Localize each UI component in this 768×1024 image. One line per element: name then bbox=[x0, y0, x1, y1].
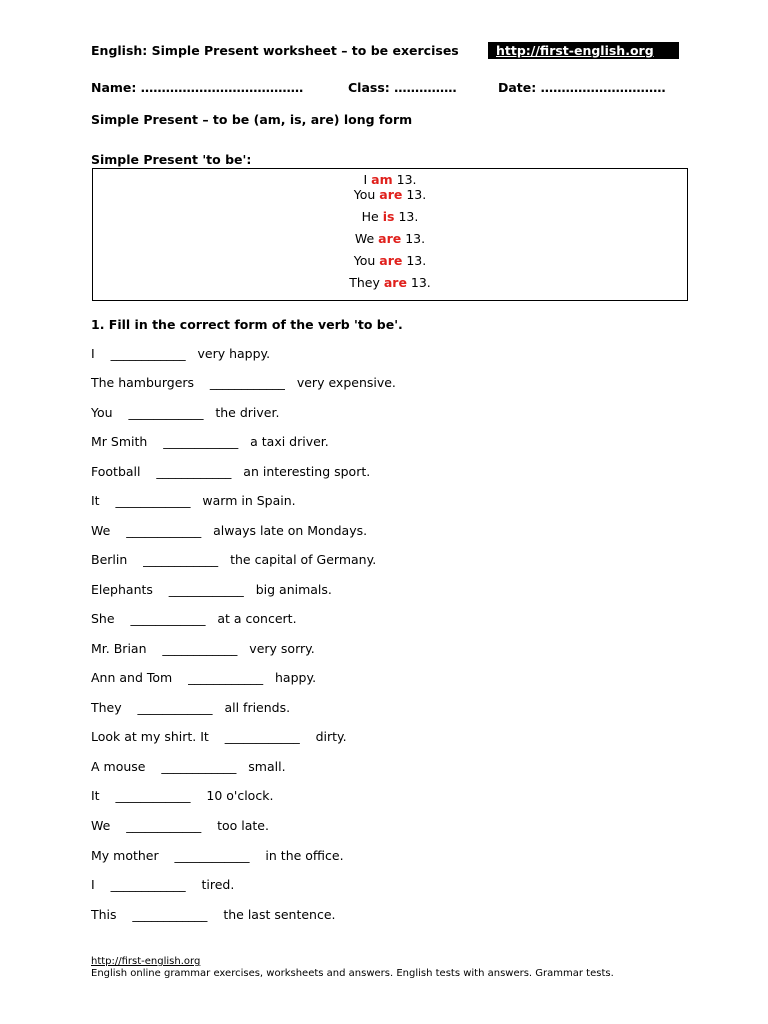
verb-form: are bbox=[379, 187, 403, 202]
exercise-sentence: I ____________ very happy. bbox=[91, 346, 271, 361]
exercise-sentence: Mr Smith ____________ a taxi driver. bbox=[91, 434, 329, 449]
exercise-sentence: A mouse ____________ small. bbox=[91, 759, 286, 774]
header-site-link[interactable]: http://first-english.org bbox=[488, 42, 679, 59]
name-field: Name: ………………………………… bbox=[91, 80, 304, 95]
verb-form: am bbox=[371, 172, 393, 187]
row-complement: 13. bbox=[406, 275, 431, 290]
verb-form: are bbox=[379, 253, 403, 268]
subject-pronoun: I bbox=[363, 172, 372, 187]
exercise-sentence: Football ____________ an interesting sport. bbox=[91, 464, 371, 479]
exercise-sentence: You ____________ the driver. bbox=[91, 405, 280, 420]
exercise-sentence: We ____________ always late on Mondays. bbox=[91, 523, 368, 538]
exercise-sentence: She ____________ at a concert. bbox=[91, 611, 297, 626]
exercise-instruction: 1. Fill in the correct form of the verb 'to be'. bbox=[91, 317, 403, 332]
conjugation-box-heading: Simple Present 'to be': bbox=[91, 152, 252, 167]
conjugation-box bbox=[92, 168, 688, 301]
conjugation-row bbox=[93, 209, 687, 224]
subject-pronoun: He bbox=[361, 209, 383, 224]
conjugation-row bbox=[93, 253, 687, 268]
exercise-sentence: Look at my shirt. It ____________ dirty. bbox=[91, 729, 347, 744]
worksheet-subtitle: Simple Present – to be (am, is, are) long form bbox=[91, 112, 413, 127]
row-complement: 13. bbox=[392, 172, 417, 187]
conjugation-row bbox=[93, 172, 687, 187]
row-complement: 13. bbox=[394, 209, 419, 224]
conjugation-row bbox=[93, 231, 687, 246]
exercise-sentence: We ____________ too late. bbox=[91, 818, 269, 833]
conjugation-row bbox=[93, 187, 687, 202]
exercise-sentence: This ____________ the last sentence. bbox=[91, 907, 336, 922]
exercise-sentence: The hamburgers ____________ very expensive. bbox=[91, 375, 396, 390]
class-field: Class: …………… bbox=[348, 80, 457, 95]
date-field: Date: ………………………… bbox=[498, 80, 666, 95]
verb-form: are bbox=[383, 275, 407, 290]
exercise-sentence: My mother ____________ in the office. bbox=[91, 848, 344, 863]
footer-description: English online grammar exercises, worksheets and answers. English tests with answers. Grammar tests. bbox=[91, 968, 614, 979]
exercise-sentence: Ann and Tom ____________ happy. bbox=[91, 670, 317, 685]
subject-pronoun: You bbox=[353, 253, 380, 268]
row-complement: 13. bbox=[401, 231, 426, 246]
row-complement: 13. bbox=[402, 187, 427, 202]
footer-site-link[interactable]: http://first-english.org bbox=[91, 956, 201, 967]
subject-pronoun: We bbox=[354, 231, 379, 246]
exercise-sentence: They ____________ all friends. bbox=[91, 700, 291, 715]
subject-pronoun: You bbox=[353, 187, 380, 202]
verb-form: are bbox=[378, 231, 402, 246]
worksheet-title: English: Simple Present worksheet – to be exercises bbox=[91, 43, 459, 58]
verb-form: is bbox=[382, 209, 395, 224]
exercise-sentence: It ____________ warm in Spain. bbox=[91, 493, 296, 508]
exercise-sentence: Mr. Brian ____________ very sorry. bbox=[91, 641, 315, 656]
subject-pronoun: They bbox=[349, 275, 384, 290]
exercise-sentence: Berlin ____________ the capital of Germany. bbox=[91, 552, 377, 567]
exercise-sentence: I ____________ tired. bbox=[91, 877, 235, 892]
exercise-sentence: Elephants ____________ big animals. bbox=[91, 582, 332, 597]
row-complement: 13. bbox=[402, 253, 427, 268]
exercise-sentence: It ____________ 10 o'clock. bbox=[91, 788, 274, 803]
conjugation-row bbox=[93, 275, 687, 290]
